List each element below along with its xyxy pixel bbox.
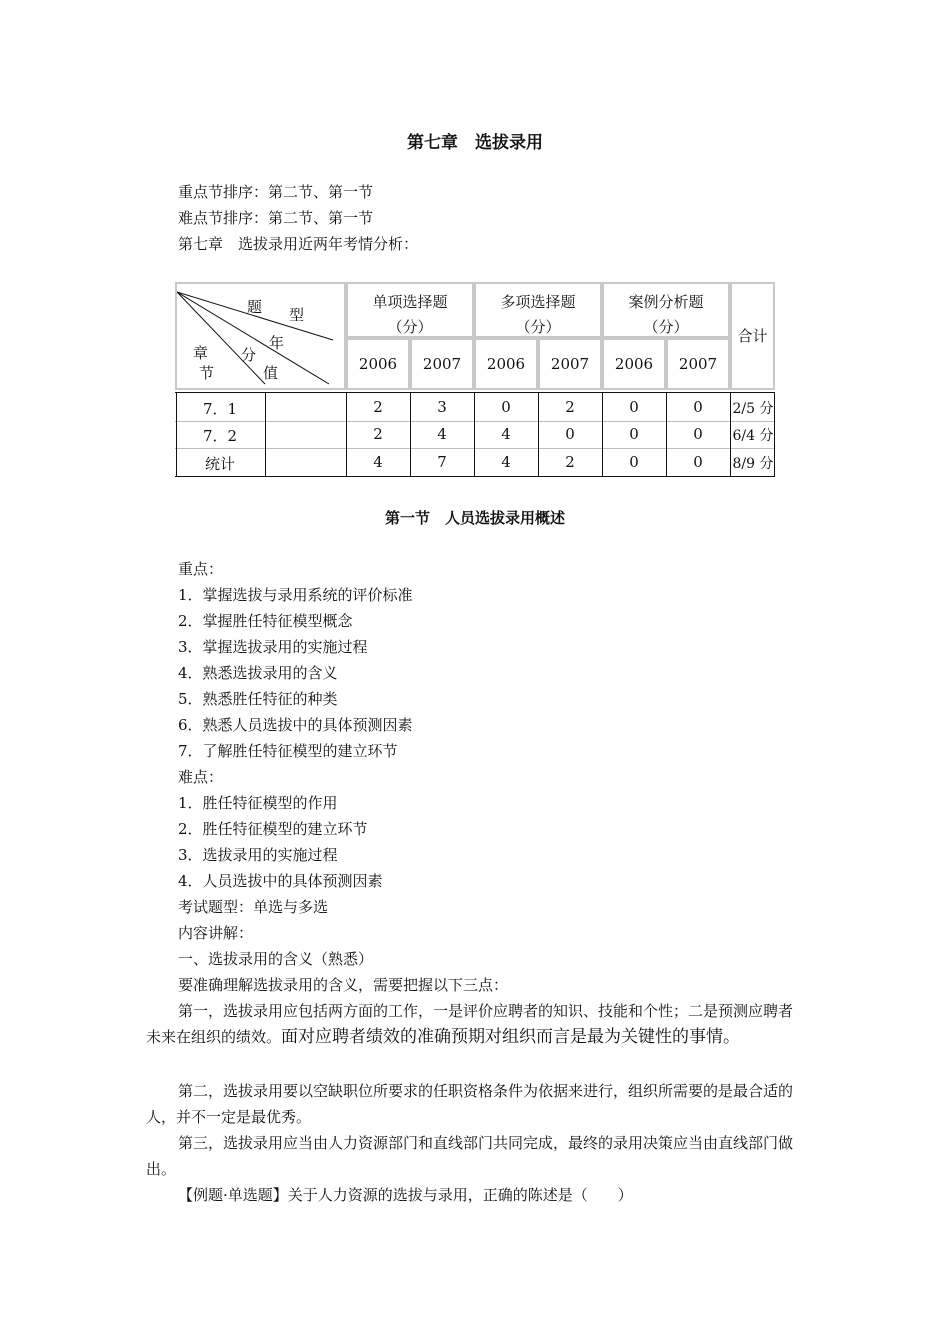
list-item: 5．熟悉胜任特征的种类 xyxy=(178,690,338,708)
year-header: 2007 xyxy=(666,338,730,390)
example-question: 【例题·单选题】关于人力资源的选拔与录用，正确的陈述是（ ） xyxy=(178,1186,633,1204)
table-cell: 4 xyxy=(501,453,511,471)
row-total: 6/4 分 xyxy=(732,428,774,444)
corner-label-jie: 节 xyxy=(199,364,215,382)
group-header-case xyxy=(602,282,730,338)
year-header: 2006 xyxy=(474,338,538,390)
row-total: 2/5 分 xyxy=(732,401,774,417)
chapter-title: 第七章 选拔录用 xyxy=(407,133,543,153)
list-item: 6．熟悉人员选拔中的具体预测因素 xyxy=(178,716,413,734)
lead-sentence: 要准确理解选拔录用的含义，需要把握以下三点： xyxy=(178,976,509,994)
corner-label-nian: 年 xyxy=(269,334,285,352)
group-unit: （分） xyxy=(387,318,433,336)
subsection-heading: 一、选拔录用的含义（熟悉） xyxy=(178,950,374,968)
total-header: 合计 xyxy=(730,282,775,390)
table-cell: 0 xyxy=(693,425,703,443)
group-unit: （分） xyxy=(515,318,561,336)
row-total: 8/9 分 xyxy=(732,456,774,472)
table-cell: 0 xyxy=(501,398,511,416)
table-cell: 4 xyxy=(501,425,511,443)
group-unit: （分） xyxy=(643,318,689,336)
corner-label-fen: 分 xyxy=(241,346,257,364)
year-header: 2006 xyxy=(346,338,410,390)
list-item: 1．胜任特征模型的作用 xyxy=(178,794,338,812)
table-cell: 0 xyxy=(629,398,639,416)
group-header-multi xyxy=(474,282,602,338)
paragraph-1 xyxy=(146,998,806,1050)
difficult-points-label: 难点： xyxy=(178,768,224,786)
year-header: 2006 xyxy=(602,338,666,390)
key-order: 重点节排序：第二节、第一节 xyxy=(178,183,374,201)
table-cell: 3 xyxy=(437,398,447,416)
list-item: 1．掌握选拔与录用系统的评价标准 xyxy=(178,586,413,604)
exam-analysis-table xyxy=(175,282,775,477)
list-item: 4．人员选拔中的具体预测因素 xyxy=(178,872,383,890)
list-item: 3．选拔录用的实施过程 xyxy=(178,846,338,864)
corner-label-xing: 型 xyxy=(289,306,305,324)
list-item: 4．熟悉选拔录用的含义 xyxy=(178,664,338,682)
table-cell: 4 xyxy=(437,425,447,443)
table-cell: 7 xyxy=(437,453,447,471)
analysis-title: 第七章 选拔录用近两年考情分析： xyxy=(178,235,419,253)
list-item: 2．胜任特征模型的建立环节 xyxy=(178,820,368,838)
row-label: 7．2 xyxy=(202,427,238,445)
corner-header-cell xyxy=(175,282,346,390)
corner-label-zhang: 章 xyxy=(193,344,209,362)
group-name: 案例分析题 xyxy=(628,293,704,311)
paragraph-2: 第二，选拔录用要以空缺职位所要求的任职资格条件为依据来进行，组织所需要的是最合适的人，并不一定是最优秀。 xyxy=(146,1082,794,1126)
corner-label-zhi: 值 xyxy=(263,364,279,382)
paragraph-3: 第三，选拔录用应当由人力资源部门和直线部门共同完成，最终的录用决策应当由直线部门做出。 xyxy=(146,1134,794,1178)
table-cell: 2 xyxy=(565,453,575,471)
paragraph-1-emphasis: 面对应聘者绩效的准确预期对组织而言是最为关键性的事情。 xyxy=(281,1027,741,1047)
section-title: 第一节 人员选拔录用概述 xyxy=(384,509,565,527)
row-label: 7．1 xyxy=(202,400,238,418)
table-cell: 2 xyxy=(373,425,383,443)
table-cell: 0 xyxy=(693,453,703,471)
table-cell: 0 xyxy=(629,453,639,471)
paragraph-1-text: 第一，选拔录用应包括两方面的工作，一是评价应聘者的知识、技能和个性；二是预测应聘者未来在组织的绩效。 xyxy=(146,1002,794,1046)
group-name: 多项选择题 xyxy=(500,293,576,311)
list-item: 7．了解胜任特征模型的建立环节 xyxy=(178,742,398,760)
table-cell: 0 xyxy=(693,398,703,416)
list-item: 3．掌握选拔录用的实施过程 xyxy=(178,638,368,656)
table-cell: 2 xyxy=(565,398,575,416)
year-header: 2007 xyxy=(538,338,602,390)
content-label: 内容讲解： xyxy=(178,924,254,942)
table-cell: 4 xyxy=(373,453,383,471)
difficulty-order: 难点节排序：第二节、第一节 xyxy=(178,209,374,227)
col-divider xyxy=(265,392,266,477)
table-cell: 0 xyxy=(629,425,639,443)
row-label: 统计 xyxy=(204,455,235,473)
group-header-single xyxy=(346,282,474,338)
exam-type: 考试题型：单选与多选 xyxy=(178,898,329,916)
table-cell: 2 xyxy=(373,398,383,416)
group-name: 单项选择题 xyxy=(372,293,448,311)
year-header: 2007 xyxy=(410,338,474,390)
table-cell: 0 xyxy=(565,425,575,443)
corner-label-ti: 题 xyxy=(247,298,263,316)
key-points-label: 重点： xyxy=(178,560,224,578)
list-item: 2．掌握胜任特征模型概念 xyxy=(178,612,353,630)
